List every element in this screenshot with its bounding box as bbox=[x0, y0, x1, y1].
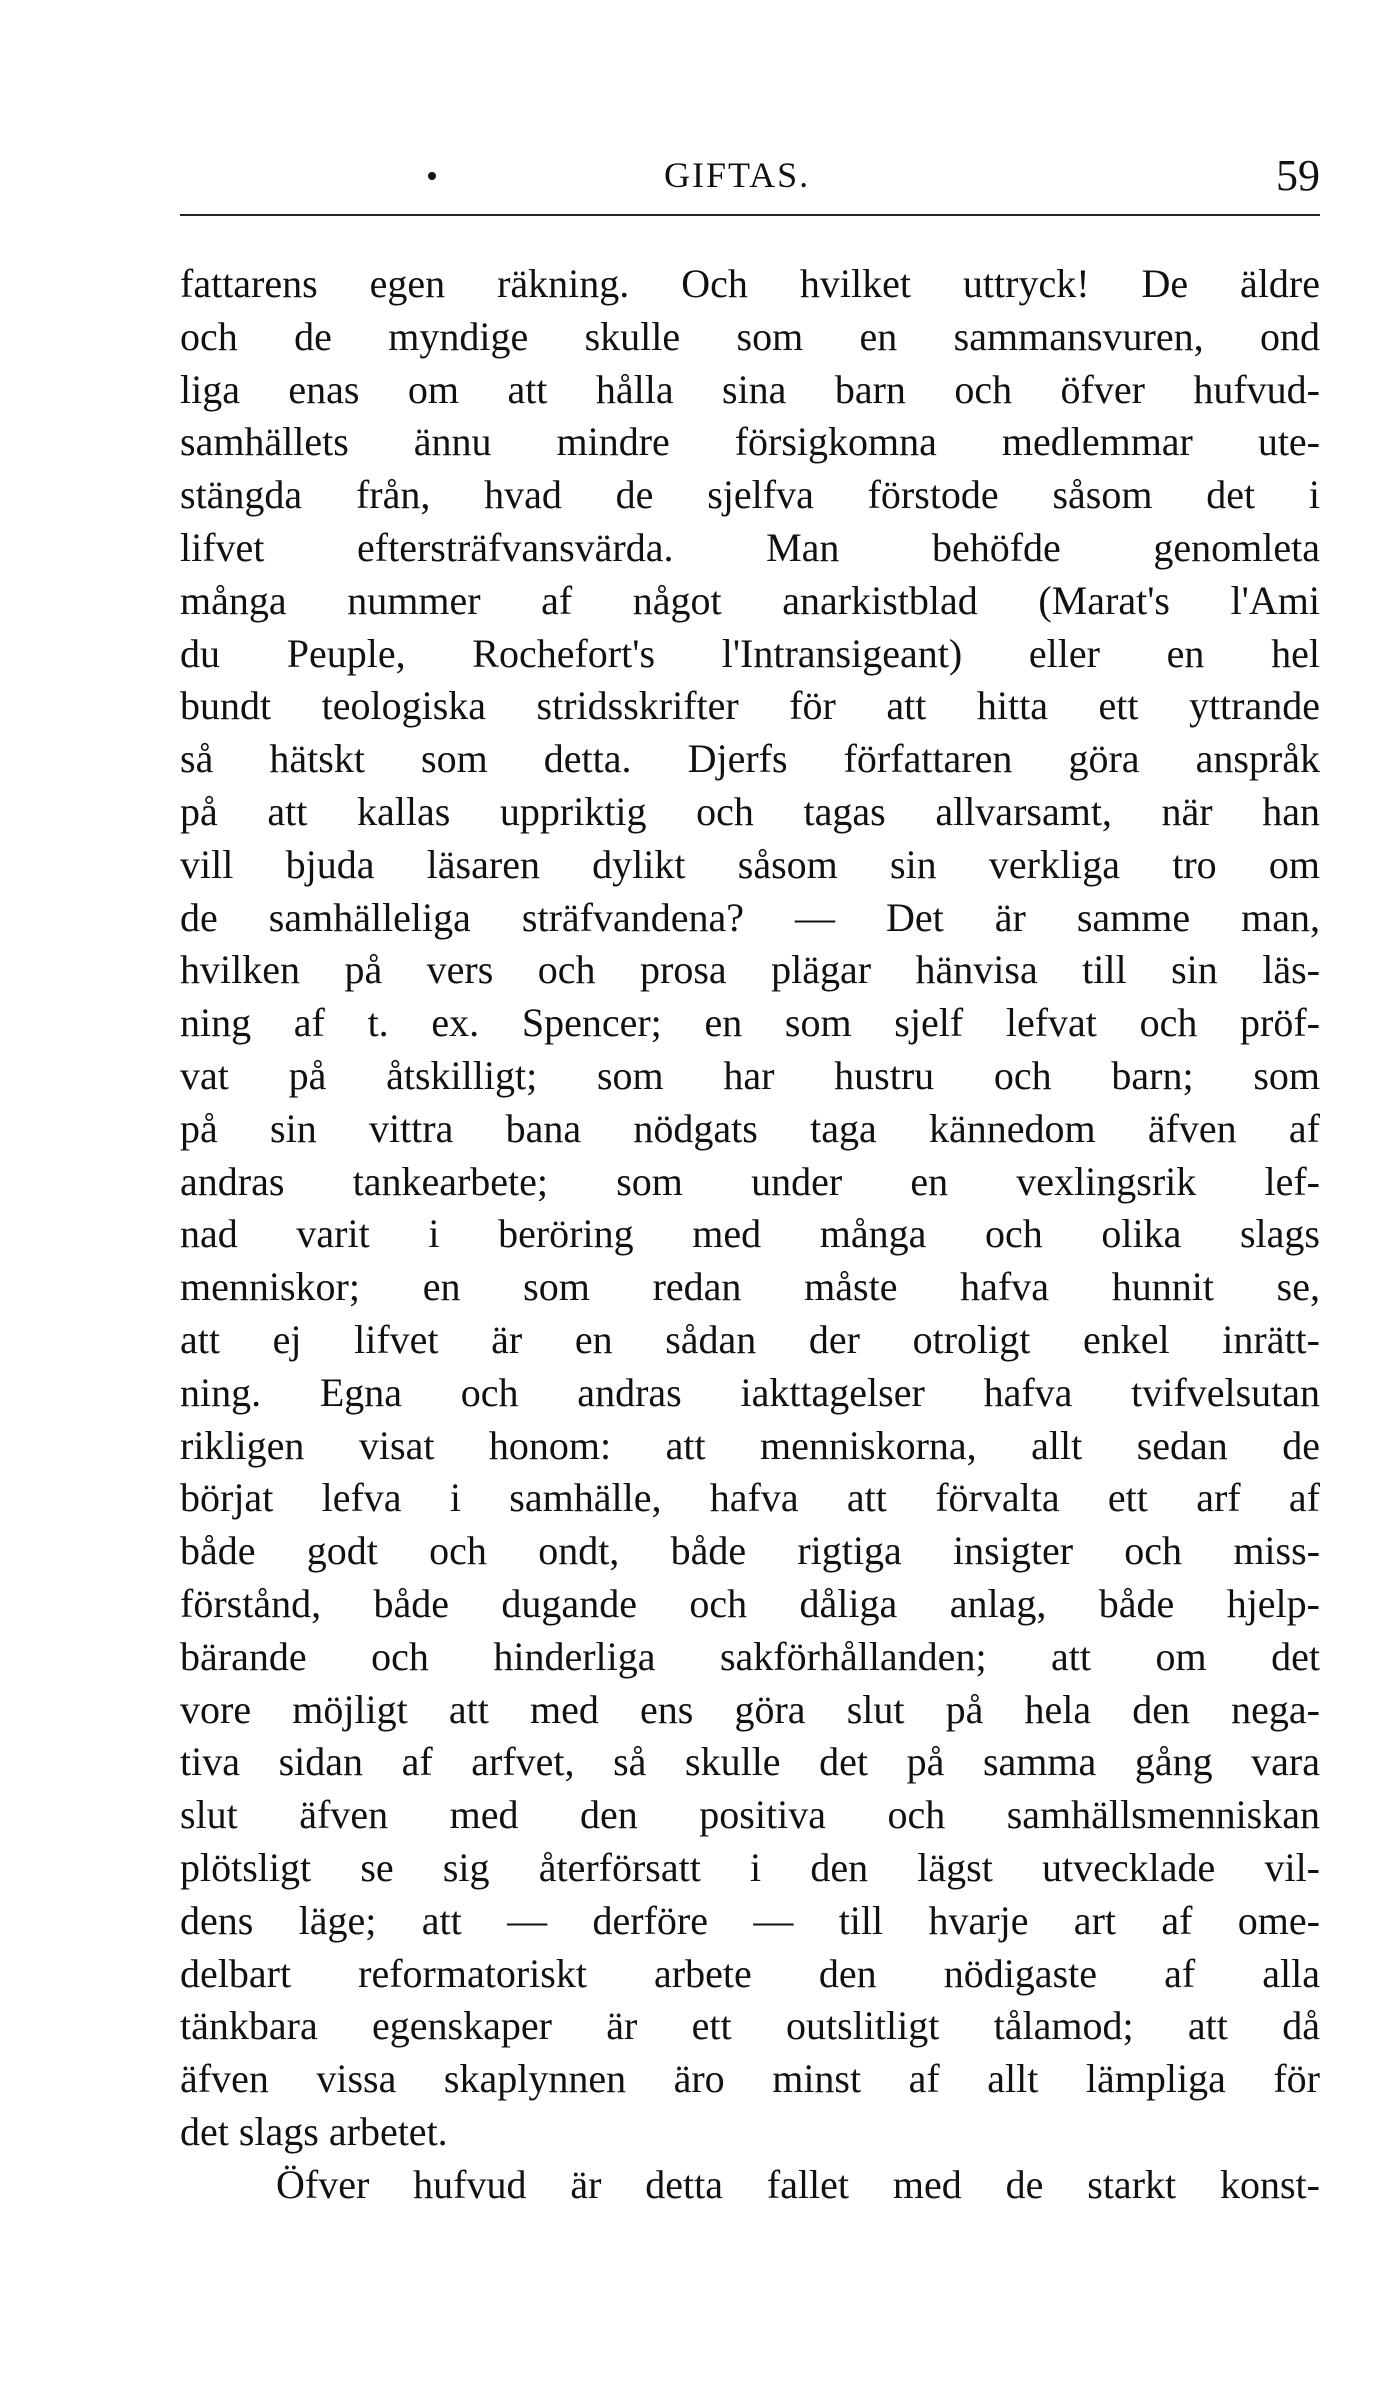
text-line: samhällets ännu mindre försigkomna medlemmar ute- bbox=[180, 419, 1320, 465]
text-line: plötsligt se sig återförsatt i den lägst utvecklade vil- bbox=[180, 1844, 1320, 1890]
text-line: bundt teologiska stridsskrifter för att hitta ett yttrande bbox=[180, 683, 1320, 729]
page-header bbox=[180, 148, 1320, 208]
text-line: och de myndige skulle som en sammansvuren, ond bbox=[180, 313, 1320, 359]
text-line: tiva sidan af arfvet, så skulle det på samma gång vara bbox=[180, 1739, 1320, 1785]
text-line: lifvet eftersträfvansvärda. Man behöfde genomleta bbox=[180, 524, 1320, 570]
text-line: liga enas om att hålla sina barn och öfver hufvud- bbox=[180, 366, 1320, 412]
text-line: ning af t. ex. Spencer; en som sjelf lefvat och pröf- bbox=[180, 1000, 1320, 1046]
text-line: delbart reformatoriskt arbete den nödigaste af alla bbox=[180, 1950, 1320, 1996]
text-line: hvilken på vers och prosa plägar hänvisa till sin läs- bbox=[180, 947, 1320, 993]
text-line: stängda från, hvad de sjelfva förstode såsom det i bbox=[180, 472, 1320, 518]
text-line: börjat lefva i samhälle, hafva att förvalta ett arf af bbox=[180, 1475, 1320, 1521]
header-rule bbox=[180, 214, 1320, 216]
text-line: äfven vissa skaplynnen äro minst af allt lämpliga för bbox=[180, 2056, 1320, 2102]
text-line: dens läge; att — derföre — till hvarje art af ome- bbox=[180, 1897, 1320, 1943]
text-line: andras tankearbete; som under en vexlingsrik lef- bbox=[180, 1158, 1320, 1204]
text-line: du Peuple, Rochefort's l'Intransigeant) eller en hel bbox=[180, 630, 1320, 676]
body-text bbox=[180, 258, 1320, 2211]
text-line: vat på åtskilligt; som har hustru och barn; som bbox=[180, 1052, 1320, 1098]
text-line: tänkbara egenskaper är ett outslitligt tålamod; att då bbox=[180, 2003, 1320, 2049]
text-line: bärande och hinderliga sakförhållanden; att om det bbox=[180, 1633, 1320, 1679]
text-line: nad varit i beröring med många och olika slags bbox=[180, 1211, 1320, 1257]
text-line: både godt och ondt, både rigtiga insigter och miss- bbox=[180, 1528, 1320, 1574]
text-line: så hätskt som detta. Djerfs författaren göra anspråk bbox=[180, 736, 1320, 782]
header-dot-mark bbox=[428, 172, 436, 180]
text-line: de samhälleliga sträfvandena? — Det är samme man, bbox=[180, 894, 1320, 940]
text-line: rikligen visat honom: att menniskorna, allt sedan de bbox=[180, 1422, 1320, 1468]
text-line-paragraph-end: det slags arbetet. bbox=[180, 2108, 448, 2154]
text-line: ning. Egna och andras iakttagelser hafva tvifvelsutan bbox=[180, 1369, 1320, 1415]
text-line: slut äfven med den positiva och samhällsmenniskan bbox=[180, 1792, 1320, 1838]
text-line: förstånd, både dugande och dåliga anlag, både hjelp- bbox=[180, 1580, 1320, 1626]
text-line: på sin vittra bana nödgats taga kännedom äfven af bbox=[180, 1105, 1320, 1151]
text-line: många nummer af något anarkistblad (Marat's l'Ami bbox=[180, 577, 1320, 623]
text-line: vill bjuda läsaren dylikt såsom sin verkliga tro om bbox=[180, 841, 1320, 887]
text-line: att ej lifvet är en sådan der otroligt enkel inrätt- bbox=[180, 1316, 1320, 1362]
text-line-paragraph-start: Öfver hufvud är detta fallet med de starkt konst- bbox=[276, 2161, 1320, 2207]
text-line: menniskor; en som redan måste hafva hunnit se, bbox=[180, 1264, 1320, 1310]
text-line: fattarens egen räkning. Och hvilket uttryck! De äldre bbox=[180, 261, 1320, 306]
text-line: på att kallas uppriktig och tagas allvarsamt, när han bbox=[180, 788, 1320, 834]
page-number: 59 bbox=[1276, 151, 1320, 200]
text-line: vore möjligt att med ens göra slut på hela den nega- bbox=[180, 1686, 1320, 1732]
running-title: GIFTAS. bbox=[664, 155, 811, 195]
